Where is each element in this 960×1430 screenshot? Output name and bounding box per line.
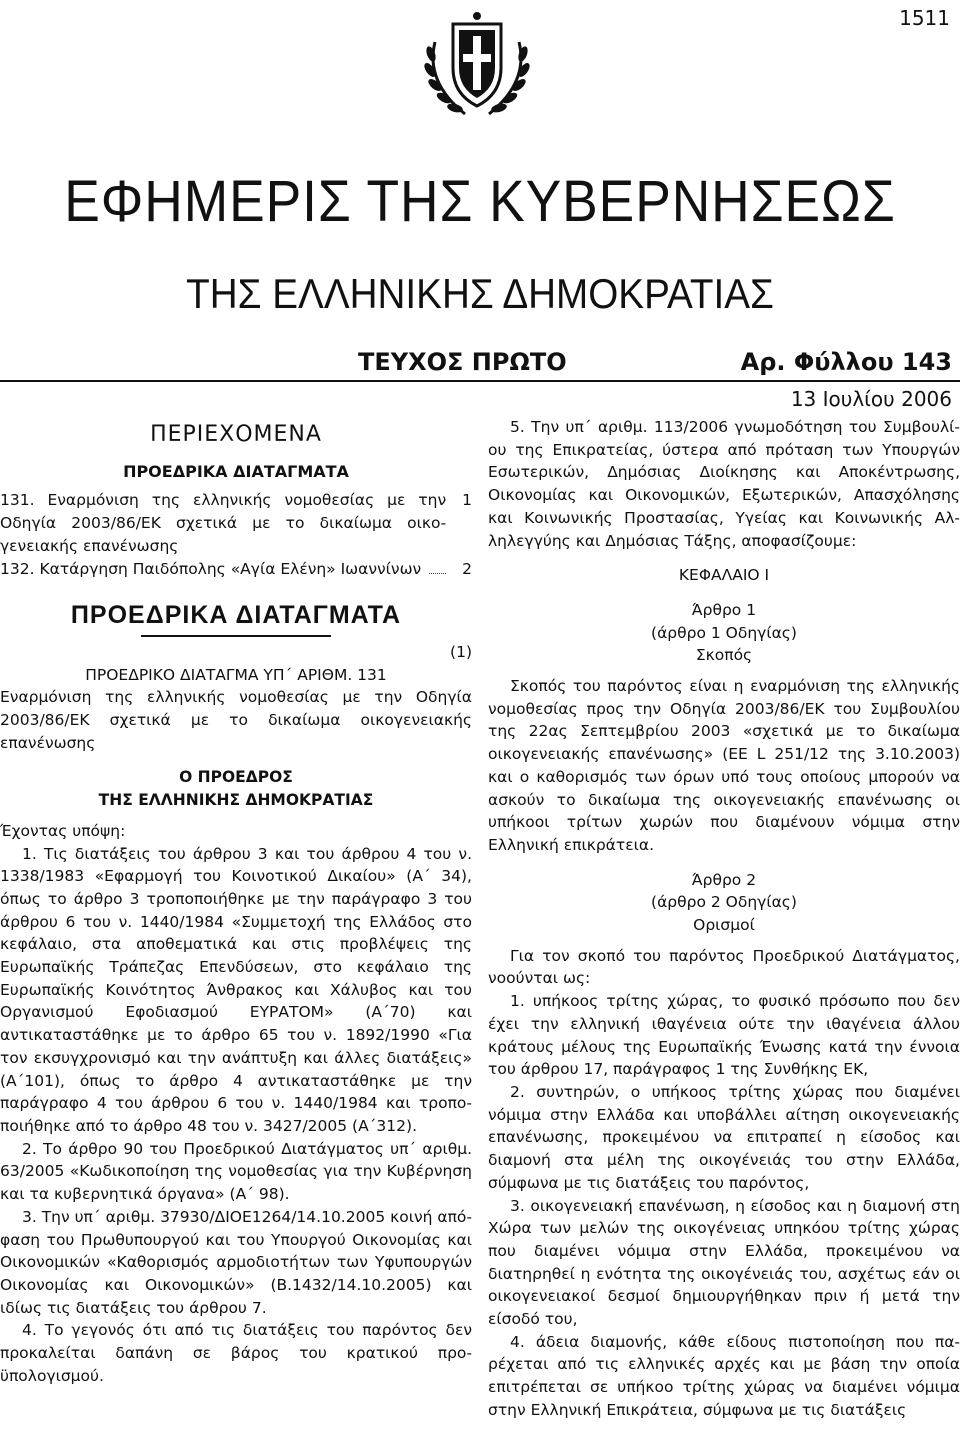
toc-subheading: ΠΡΟΕΔΡΙΚΑ ΔΙΑΤΑΓΜΑΤΑ — [123, 461, 349, 481]
masthead-subtitle: ΤΗΣ ΕΛΛΗΝΙΚΗΣ ΔΗΜΟΚΡΑΤΙΑΣ — [186, 270, 774, 317]
recital-2: 2. Το άρθρο 90 του Προεδρικού Διατάγματος υπ΄ αριθμ. 63/2005 «Κωδικοποίηση της νομοθεσίας για την Κυβέρνηση και τα κυβερνητικά όργανα» (Α΄ 98). — [0, 1139, 472, 1204]
toc-item-text: 131. Εναρμόνιση της ελληνικής νομοθεσίας με την Οδηγία 2003/86/ΕΚ σχετικά με το δικαίωμα οικογενειακής επανένωσης — [0, 491, 447, 555]
toc-item[interactable] — [0, 489, 472, 557]
toc-item[interactable] — [0, 558, 472, 581]
decree-label: ΠΡΟΕΔΡΙΚΟ ΔΙΑΤΑΓΜΑ ΥΠ΄ ΑΡΙΘΜ. 131 — [85, 665, 387, 684]
section-heading: ΠΡΟΕΔΡΙΚΑ ΔΙΑΤΑΓΜΑΤΑ — [70, 601, 402, 630]
issue-date: 13 Ιουλίου 2006 — [790, 387, 952, 411]
issue-series: ΤΕΥΧΟΣ ΠΡΩΤΟ — [358, 348, 567, 376]
definition-3: 3. οικογενειακή επανένωση, η είσοδος και η διαμονή στη Χώρα των μελών της οικογένειας υπηκόου τρίτης χώρας που διαμένει νόμιμα στην Ελλάδα, προκειμένου να διατηρηθεί η ενότητα της οικογένειάς του, ασχέτως εάν οι οικογενειακοί δεσμοί δημιουργήθηκαν πριν ή μετά την είσοδό του, — [488, 1196, 960, 1329]
recital-4: 4. Το γεγονός ότι από τις διατάξεις του παρόντος δεν προκαλείται δαπάνη σε βάρος του κρατικού προϋπολογισμού. — [0, 1321, 472, 1385]
article-1-text: Σκοπός του παρόντος είναι η εναρμόνιση της ελληνικής νομοθεσίας προς την Οδηγία 2003/86/ΕΚ του Συμβουλίου της 22ας Σεπτεμβρίου 2003 «σχετικά με το δικαίωμα οικογενειακής επανένωσης» (ΕΕ L 251/12 της 3.10.2003) και ο καθορισμός των όρων υπό τους οποίους μπορούν να ασκούν το δικαίωμα της οικογενειακής επανένωσης οι υπήκοοι τρίτων χωρών που διαμένουν νόμιμα στην Ελληνική επικράτεια. — [488, 677, 960, 854]
masthead-title: ΕΦΗΜΕΡΙΣ ΤΗΣ ΚΥΒΕΡΝΗΣΕΩΣ — [64, 169, 896, 234]
masthead-rule — [0, 380, 960, 382]
article-2-reference: (άρθρο 2 Οδηγίας) — [651, 893, 797, 912]
coat-of-arms-emblem — [415, 2, 539, 126]
article-1-reference: (άρθρο 1 Οδηγίας) — [651, 623, 797, 642]
toc-heading: ΠΕΡΙΕΧΟΜΕΝΑ — [150, 422, 322, 447]
article-1-name: Σκοπός — [695, 646, 753, 665]
definition-1: 1. υπήκοος τρίτης χώρας, το φυσικό πρόσωπο που δεν έχει την ελληνική ιθαγένεια ούτε την ιθαγένεια άλλου κράτους μέλους της Ευρωπαϊκής Ένωσης κατά την έννοια του άρθρου 17, παράγραφος 1 της Συνθήκης ΕΚ, — [488, 992, 960, 1079]
recital-3: 3. Την υπ΄ αριθμ. 37930/ΔΙΟΕ1264/14.10.2005 κοινή απόφαση του Πρωθυπουργού και του Υπουργού Οικονομίας και Οικονομικών «Καθορισμός αρμοδιοτήτων των Υφυπουργών Οικονομίας και Οικονομικών» (Β.1432/14.10.2005) και ιδίως τις διατάξεις του άρθρου 7. — [0, 1207, 473, 1317]
toc-item-page: 1 — [462, 491, 472, 510]
definition-2: 2. συντηρών, ο υπήκοος τρίτης χώρας που διαμένει νόμιμα στην Ελλάδα και υποβάλλει αίτηση οικογενειακής επανένωσης, προκειμένου να επιτραπεί η είσοδος και διαμονή στα μέλη της οικογένειάς του στην Ελλάδα, σύμφωνα με τις διατάξεις του παρόντος, — [488, 1082, 960, 1192]
recital-1: 1. Τις διατάξεις του άρθρου 3 και του άρθρου 4 του ν. 1338/1983 «Εφαρμογή του Κοινοτικού Δικαίου» (Α΄ 34), όπως το άρθρο 3 τροποποιήθηκε με την παράγραφο 3 του άρθρου 6 του ν. 1440/1984 «Συμμετοχή της Ελλάδος στο κεφάλαιο, στα αποθεματικά και στις προβλέψεις της Ευρωπαϊκής Τράπεζας Επενδύσεων, στο κεφάλαιο της Ευρωπαϊκής Κοινότητος Άνθρακος και Χάλυβος και του Οργανισμού Εφοδιασμού ΕΥΡΑΤΟΜ» (Α΄70) και αντικαταστάθηκε με το άρθρο 65 του ν. 1892/1990 «Για τον εκσυγχρονισμό και την ανάπτυξη και άλλες διατάξεις» (Α΄101), όπως το άρθρο 4 αντικαταστάθηκε με την παράγραφο 4 του άρθρου 6 του ν. 1440/1984 και τροποποιήθηκε από το άρθρο 48 του ν. 3427/2005 (Α΄312). — [0, 844, 472, 1135]
recital-5: 5. Την υπ΄ αριθμ. 113/2006 γνωμοδότηση του Συμβουλίου της Επικρατείας, ύστερα από πρόταση των Υπουργών Εσωτερικών, Δημόσιας Διοίκησης και Αποκέντρωσης, Οικονομίας και Οικονομικών, Εξωτερικών, Απασχόλησης και Κοινωνικής Προστασίας, Υγείας και Κοινωνικής Αλληλεγγύης και Δημόσιας Τάξης, αποφασίζουμε: — [488, 418, 960, 550]
toc-list — [0, 489, 472, 580]
article-2-title: Άρθρο 2 — [691, 870, 757, 889]
president-heading-line2: ΤΗΣ ΕΛΛΗΝΙΚΗΣ ΔΗΜΟΚΡΑΤΙΑΣ — [98, 791, 374, 810]
decree-title: Εναρμόνιση της ελληνικής νομοθεσίας με την Οδηγία 2003/86/ΕΚ σχετικά με το δικαίωμα οικογενειακής επανένωσης — [0, 688, 472, 752]
chapter-heading: ΚΕΦΑΛΑΙΟ Ι — [678, 566, 770, 585]
decree-number: (1) — [450, 642, 472, 661]
president-heading-line1: Ο ΠΡΟΕΔΡΟΣ — [179, 768, 293, 787]
toc-item-text: 132. Κατάργηση Παιδόπολης «Αγία Ελένη» Ιωαννίνων — [0, 559, 422, 578]
article-1-title: Άρθρο 1 — [691, 600, 757, 619]
toc-leader — [429, 572, 446, 574]
having-regard: Έχοντας υπόψη: — [0, 821, 126, 840]
right-column — [488, 416, 960, 1422]
page-number: 1511 — [899, 6, 950, 30]
toc-item-page: 2 — [462, 559, 472, 578]
left-column — [0, 416, 472, 1387]
article-2-intro: Για τον σκοπό του παρόντος Προεδρικού Διατάγματος, νοούνται ως: — [488, 946, 960, 988]
definition-4: 4. άδεια διαμονής, κάθε είδους πιστοποίηση που παρέχεται από τις ελληνικές αρχές και με βάση την οποία επιτρέπεται σε υπήκοο τρίτης χώρας να διαμένει νόμιμα στην Ελληνική Επικράτεια, σύμφωνα με τις διατάξεις — [488, 1332, 960, 1419]
issue-sheet-number: Αρ. Φύλλου 143 — [740, 348, 952, 376]
article-2-name: Ορισμοί — [693, 916, 755, 935]
section-rule — [141, 635, 331, 637]
